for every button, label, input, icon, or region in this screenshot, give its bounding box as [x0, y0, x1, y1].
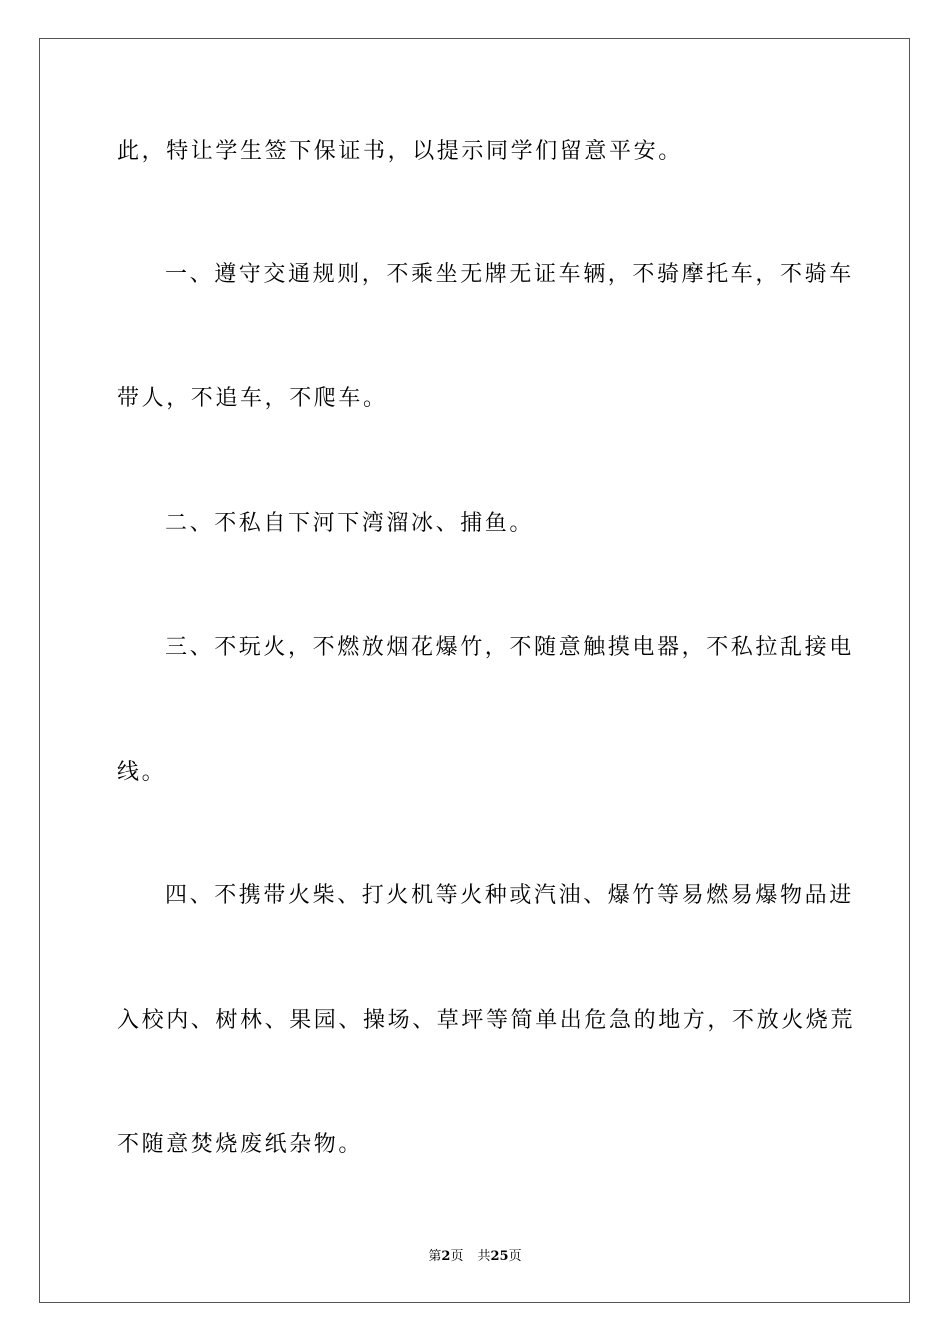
total-prefix: 共: [477, 1249, 491, 1264]
paragraph-line: 入校内、树林、果园、操场、草坪等简单出危急的地方，不放火烧荒: [117, 1008, 856, 1033]
page-prefix: 第: [428, 1249, 442, 1264]
page-footer: [0, 1248, 950, 1266]
paragraph-line: 带人，不追车，不爬车。: [117, 386, 388, 411]
page-frame: [39, 38, 910, 1303]
paragraph-line: 四、不携带火柴、打火机等火种或汽油、爆竹等易燃易爆物品进: [165, 883, 854, 908]
page-total: 25: [490, 1249, 509, 1264]
paragraph-line: 不随意焚烧废纸杂物。: [117, 1132, 364, 1157]
paragraph-line: 三、不玩火，不燃放烟花爆竹，不随意触摸电器，不私拉乱接电: [165, 635, 854, 660]
paragraph-line: 此，特让学生签下保证书，以提示同学们留意平安。: [117, 139, 683, 164]
total-suffix: 页: [508, 1249, 522, 1264]
paragraph-line: 一、遵守交通规则，不乘坐无牌无证车辆，不骑摩托车，不骑车: [165, 262, 854, 287]
paragraph-line: 二、不私自下河下湾溜冰、捕鱼。: [165, 511, 535, 536]
paragraph-line: 线。: [117, 760, 167, 785]
page-current: 2: [441, 1249, 451, 1264]
page-suffix: 页: [450, 1249, 464, 1264]
